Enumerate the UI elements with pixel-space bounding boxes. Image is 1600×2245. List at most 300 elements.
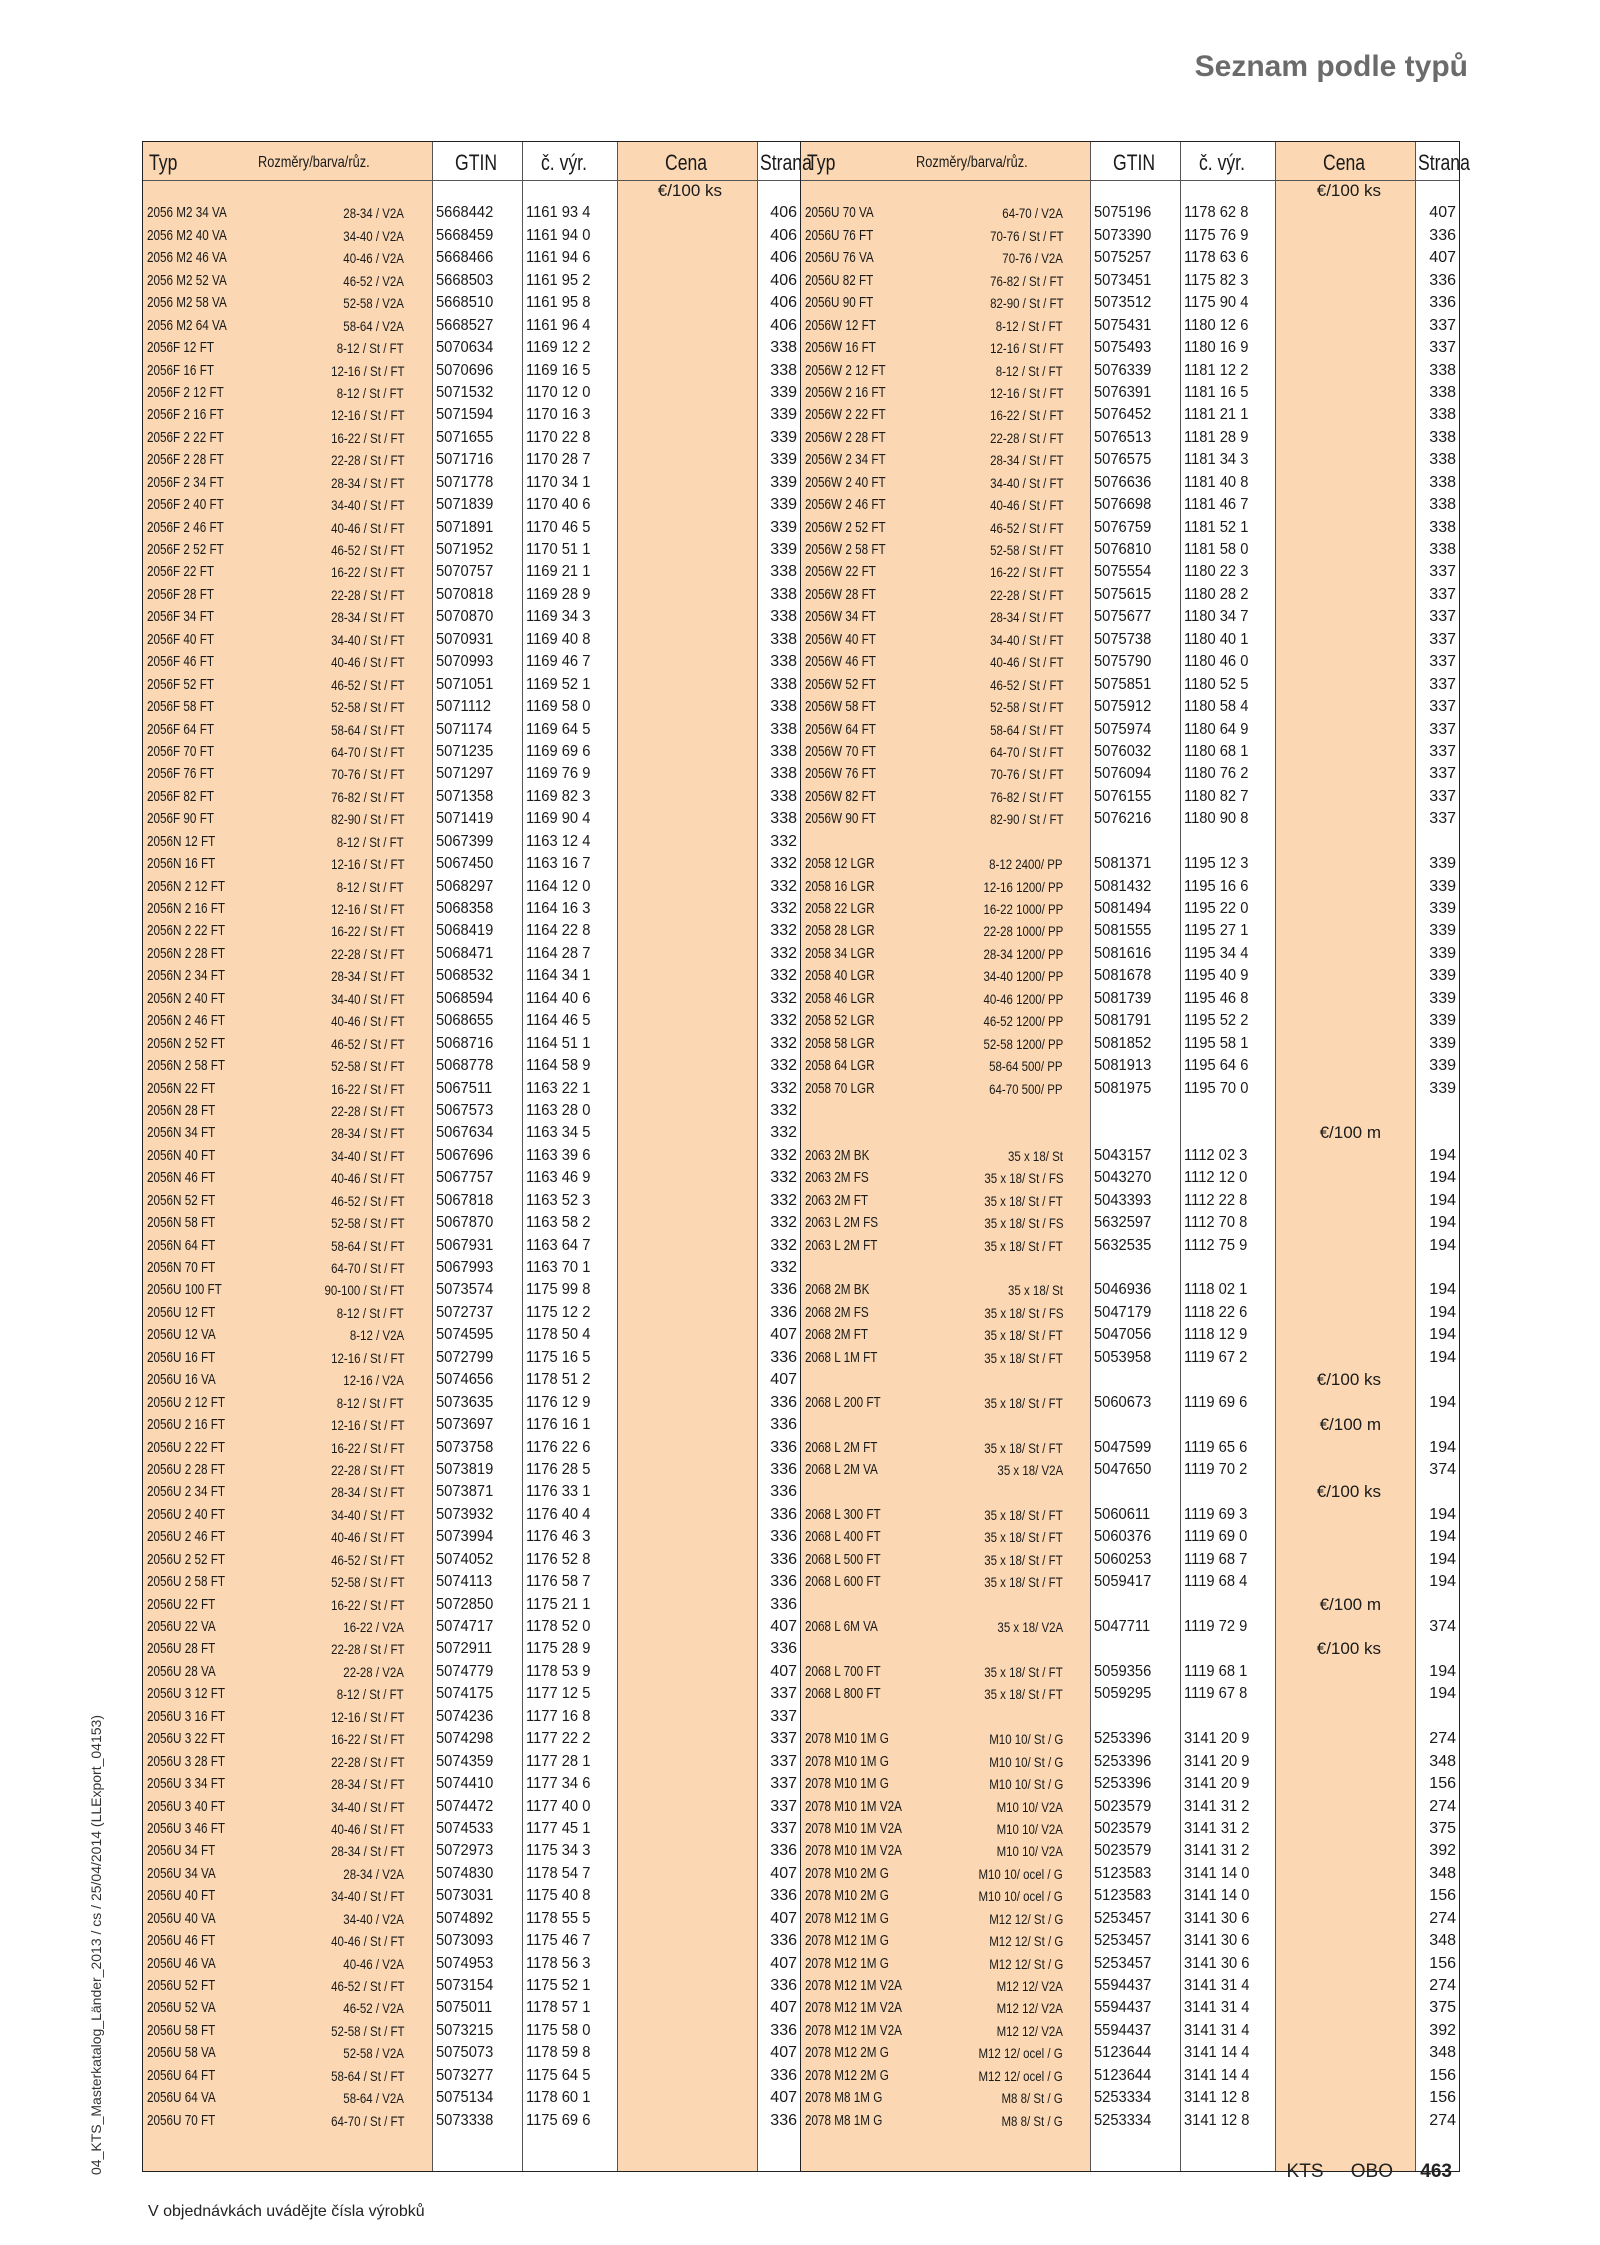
row-vyr: 1176 12 9 xyxy=(526,1393,591,1411)
row-vyr: 1112 75 9 xyxy=(1184,1236,1248,1254)
row-dim: M10 10/ St / G xyxy=(988,1776,1063,1793)
row-gtin: 5072737 xyxy=(436,1303,494,1321)
row-gtin: 5068716 xyxy=(436,1034,494,1052)
table-row xyxy=(801,1773,1459,1795)
row-vyr: 1181 40 8 xyxy=(1184,473,1249,491)
row-typ: 2056F 28 FT xyxy=(147,585,214,603)
table-row xyxy=(801,1190,1459,1212)
row-strana: 336 xyxy=(770,1483,797,1501)
row-cena: €/100 ks xyxy=(1316,1370,1381,1390)
row-typ: 2056U 76 FT xyxy=(805,226,874,244)
row-dim: 52-58 / St / FT xyxy=(330,1215,404,1232)
table-row xyxy=(143,584,800,606)
table-row xyxy=(801,2065,1459,2087)
row-typ: 2056F 2 34 FT xyxy=(147,473,224,491)
row-gtin: 5075974 xyxy=(1094,720,1152,738)
row-typ: 2058 28 LGR xyxy=(805,922,875,940)
row-typ: 2078 M10 1M V2A xyxy=(805,1842,902,1860)
table-row xyxy=(801,561,1459,583)
row-strana: 337 xyxy=(770,1730,797,1748)
row-gtin: 5043270 xyxy=(1094,1169,1152,1187)
row-dim: 35 x 18/ St / FT xyxy=(984,1394,1063,1411)
row-gtin: 5081739 xyxy=(1094,989,1152,1007)
row-typ: 2056U 52 VA xyxy=(147,1999,216,2017)
row-strana: 375 xyxy=(1429,1819,1456,1837)
row-vyr: 1180 28 2 xyxy=(1184,585,1249,603)
row-strana: 336 xyxy=(770,1528,797,1546)
row-strana: 339 xyxy=(1429,989,1456,1007)
row-strana: 339 xyxy=(1429,900,1456,917)
table-row xyxy=(143,382,800,404)
page-number: 463 xyxy=(1420,2161,1452,2182)
row-gtin: 5068419 xyxy=(436,922,494,940)
row-gtin: 5072799 xyxy=(436,1348,494,1366)
row-typ: 2056 M2 52 VA xyxy=(147,271,227,289)
row-strana: 406 xyxy=(770,226,797,244)
table-row xyxy=(143,1302,800,1324)
table-row xyxy=(143,1796,800,1818)
row-strana: 336 xyxy=(770,2021,797,2039)
row-vyr: 1175 90 4 xyxy=(1184,294,1249,312)
table-row xyxy=(801,1975,1459,1997)
row-vyr: 1164 46 5 xyxy=(526,1012,591,1030)
row-vyr: 1177 40 0 xyxy=(526,1797,591,1815)
row-vyr: 3141 30 6 xyxy=(1184,1954,1250,1972)
row-typ: 2058 40 LGR xyxy=(805,967,875,985)
table-row xyxy=(801,988,1459,1010)
row-typ: 2056F 2 46 FT xyxy=(147,518,224,536)
row-typ: 2056U 28 VA xyxy=(147,1662,216,1680)
row-typ: 2056N 28 FT xyxy=(147,1101,216,1119)
row-dim: 12-16 / St / FT xyxy=(330,362,404,379)
row-strana: 406 xyxy=(770,294,797,312)
row-vyr: 1175 46 7 xyxy=(526,1932,591,1950)
table-row xyxy=(143,629,800,651)
row-typ: 2056W 46 FT xyxy=(805,653,876,671)
row-gtin: 5073338 xyxy=(436,2111,494,2129)
row-strana: 339 xyxy=(770,496,797,514)
row-vyr: 1175 58 0 xyxy=(526,2021,591,2039)
row-typ: 2078 M10 2M G xyxy=(805,1887,889,1905)
table-row xyxy=(801,1930,1459,1952)
row-strana: 337 xyxy=(1429,585,1456,603)
header-typ: Typ xyxy=(807,150,836,175)
row-dim: 28-34 / St / FT xyxy=(989,452,1063,469)
row-strana: 339 xyxy=(1429,1034,1456,1052)
row-typ: 2056F 2 52 FT xyxy=(147,541,224,558)
row-vyr: 1169 21 1 xyxy=(526,563,591,581)
row-dim: 12-16 / V2A xyxy=(343,1372,404,1389)
row-typ: 2056F 82 FT xyxy=(147,787,214,805)
row-dim: 64-70 / St / FT xyxy=(330,1260,404,1276)
row-strana: 339 xyxy=(770,428,797,446)
row-dim: 34-40 / St / FT xyxy=(330,631,404,648)
row-dim: 16-22 / V2A xyxy=(343,1619,404,1635)
row-vyr: 1176 58 7 xyxy=(526,1573,591,1591)
row-strana: 336 xyxy=(770,1303,797,1321)
row-gtin: 5073994 xyxy=(436,1528,494,1546)
row-strana: 336 xyxy=(770,1416,797,1434)
row-typ: 2056N 16 FT xyxy=(147,855,216,873)
row-vyr: 1112 70 8 xyxy=(1184,1214,1248,1232)
row-typ: 2078 M10 1M G xyxy=(805,1730,889,1748)
row-typ: 2056U 22 FT xyxy=(147,1595,216,1613)
table-row xyxy=(801,920,1459,942)
row-gtin: 5071655 xyxy=(436,428,494,446)
row-vyr: 1119 68 1 xyxy=(1184,1662,1248,1680)
row-vyr: 1169 64 5 xyxy=(526,720,591,738)
row-gtin: 5074953 xyxy=(436,1954,494,1972)
table-row xyxy=(143,1392,800,1414)
row-vyr: 1164 58 9 xyxy=(526,1057,591,1075)
row-vyr: 3141 31 2 xyxy=(1184,1797,1250,1815)
table-row xyxy=(801,1212,1459,1234)
row-gtin: 5067870 xyxy=(436,1214,494,1232)
row-gtin: 5060253 xyxy=(1094,1550,1152,1568)
row-typ: 2056F 2 28 FT xyxy=(147,451,224,469)
row-strana: 339 xyxy=(770,451,797,469)
row-dim: 12-16 / St / FT xyxy=(330,901,404,917)
row-vyr: 3141 20 9 xyxy=(1184,1752,1250,1770)
row-vyr: 1119 67 8 xyxy=(1184,1685,1248,1703)
row-typ: 2056F 76 FT xyxy=(147,765,214,783)
row-typ: 2056 M2 46 VA xyxy=(147,249,227,267)
row-vyr: 1161 94 0 xyxy=(526,226,591,244)
row-dim: 70-76 / St / FT xyxy=(989,227,1063,244)
row-gtin: 5047711 xyxy=(1094,1618,1151,1635)
table-row xyxy=(143,1908,800,1930)
row-strana: 337 xyxy=(1429,339,1456,357)
row-gtin: 5060376 xyxy=(1094,1528,1152,1546)
row-strana: 337 xyxy=(1429,765,1456,783)
row-vyr: 3141 31 4 xyxy=(1184,1977,1250,1994)
row-typ: 2056U 2 34 FT xyxy=(147,1483,226,1501)
row-vyr: 1176 40 4 xyxy=(526,1505,591,1523)
row-dim: 16-22 / St / FT xyxy=(330,923,404,940)
table-row xyxy=(143,1885,800,1907)
row-vyr: 1163 64 7 xyxy=(526,1236,591,1254)
row-gtin: 5070696 xyxy=(436,361,494,379)
row-strana: 274 xyxy=(1429,1909,1456,1927)
row-strana: 338 xyxy=(770,563,797,581)
row-gtin: 5067696 xyxy=(436,1146,494,1164)
table-row xyxy=(801,2020,1459,2042)
row-typ: 2058 34 LGR xyxy=(805,944,875,962)
table-row xyxy=(801,1414,1459,1436)
table-row xyxy=(801,1235,1459,1257)
table-row xyxy=(801,2042,1459,2064)
table-row xyxy=(143,247,800,269)
row-typ: 2056U 64 VA xyxy=(147,2089,216,2107)
row-strana: 338 xyxy=(770,361,797,379)
row-dim: 34-40 / St / FT xyxy=(330,1798,404,1815)
row-vyr: 3141 14 0 xyxy=(1184,1887,1250,1905)
row-typ: 2056U 3 28 FT xyxy=(147,1752,226,1770)
row-gtin: 5075912 xyxy=(1094,698,1152,716)
row-gtin: 5068532 xyxy=(436,967,494,985)
row-strana: 194 xyxy=(1429,1236,1456,1254)
row-typ: 2056F 2 16 FT xyxy=(147,406,224,424)
row-strana: 407 xyxy=(770,2044,797,2062)
table-row xyxy=(801,1796,1459,1818)
row-dim: 34-40 / St / FT xyxy=(989,631,1063,648)
row-vyr: 1175 40 8 xyxy=(526,1887,591,1905)
row-vyr: 1181 52 1 xyxy=(1184,518,1249,536)
table-row xyxy=(143,943,800,965)
row-vyr: 1164 22 8 xyxy=(526,922,591,940)
row-typ: 2056W 16 FT xyxy=(805,339,876,357)
row-vyr: 3141 14 0 xyxy=(1184,1864,1250,1882)
row-typ: 2056U 3 40 FT xyxy=(147,1797,226,1815)
row-gtin: 5076513 xyxy=(1094,428,1152,446)
table-row xyxy=(801,1885,1459,1907)
row-gtin: 5075554 xyxy=(1094,563,1152,581)
row-gtin: 5046936 xyxy=(1094,1281,1152,1299)
row-strana: 339 xyxy=(1429,855,1456,873)
row-vyr: 1178 55 5 xyxy=(526,1909,591,1927)
table-row xyxy=(801,763,1459,785)
table-row xyxy=(801,427,1459,449)
row-strana: 374 xyxy=(1429,1460,1456,1478)
row-typ: 2056U 64 FT xyxy=(147,2066,216,2084)
row-vyr: 1175 69 6 xyxy=(526,2111,591,2129)
header-typ: Typ xyxy=(149,150,178,175)
table-row xyxy=(143,2042,800,2064)
table-row xyxy=(143,1235,800,1257)
row-gtin: 5668527 xyxy=(436,316,494,334)
row-dim: 16-22 / St / FT xyxy=(330,1080,404,1097)
row-dim: 35 x 18/ St / FT xyxy=(984,1574,1063,1591)
row-dim: 40-46 / St / FT xyxy=(330,1933,404,1950)
row-dim: 12-16 / St / FT xyxy=(989,340,1063,357)
table-row xyxy=(801,584,1459,606)
row-dim: 22-28 / St / FT xyxy=(330,452,404,469)
row-typ: 2056N 22 FT xyxy=(147,1079,216,1097)
row-typ: 2056U 76 VA xyxy=(805,249,874,267)
row-typ: 2056U 82 FT xyxy=(805,271,874,289)
row-typ: 2056 M2 58 VA xyxy=(147,294,227,312)
row-strana: 332 xyxy=(770,944,797,962)
row-cena: €/100 ks xyxy=(1316,181,1381,200)
row-typ: 2056U 40 FT xyxy=(147,1887,216,1905)
table-row xyxy=(801,1953,1459,1975)
row-typ: 2068 L 200 FT xyxy=(805,1393,881,1411)
row-gtin: 5073215 xyxy=(436,2021,494,2039)
row-vyr: 1195 16 6 xyxy=(1184,877,1249,895)
table-row xyxy=(143,1683,800,1705)
row-cena: €/100 ks xyxy=(1316,1482,1381,1502)
row-typ: 2056U 12 VA xyxy=(147,1326,216,1344)
row-vyr: 1163 39 6 xyxy=(526,1146,591,1164)
row-strana: 374 xyxy=(1429,1618,1456,1635)
row-strana: 336 xyxy=(770,1281,797,1299)
table-row xyxy=(801,1437,1459,1459)
row-gtin: 5253396 xyxy=(1094,1775,1152,1793)
row-dim: 8-12 / St / FT xyxy=(337,340,404,357)
row-dim: 58-64 500/ PP xyxy=(989,1058,1063,1075)
row-vyr: 1180 34 7 xyxy=(1184,608,1249,626)
row-dim: 40-46 / V2A xyxy=(343,1955,404,1972)
row-typ: 2056U 3 16 FT xyxy=(147,1707,226,1725)
row-strana: 274 xyxy=(1429,2111,1456,2129)
row-strana: 336 xyxy=(770,2066,797,2084)
row-dim: 22-28 / St / FT xyxy=(330,1102,404,1119)
row-dim: 46-52 / V2A xyxy=(343,272,404,289)
row-vyr: 1119 72 9 xyxy=(1184,1618,1248,1635)
footer-brand xyxy=(1265,2161,1452,2183)
row-vyr: 1161 95 2 xyxy=(526,271,591,289)
table-row xyxy=(801,1683,1459,1705)
row-typ: 2056W 28 FT xyxy=(805,585,876,603)
table-row xyxy=(143,853,800,875)
row-dim: 58-64 / V2A xyxy=(343,317,404,334)
row-gtin: 5060611 xyxy=(1094,1505,1151,1523)
row-typ: 2078 M8 1M G xyxy=(805,2089,883,2107)
row-typ: 2068 L 6M VA xyxy=(805,1618,878,1635)
table-row xyxy=(801,965,1459,987)
table-row xyxy=(143,1504,800,1526)
table-row xyxy=(143,1728,800,1750)
row-typ: 2056U 90 FT xyxy=(805,294,874,312)
row-gtin: 5632597 xyxy=(1094,1214,1152,1232)
row-vyr: 1195 34 4 xyxy=(1184,944,1249,962)
table-row xyxy=(143,427,800,449)
row-gtin: 5253334 xyxy=(1094,2089,1152,2107)
row-dim: 70-76 / St / FT xyxy=(330,766,404,783)
table-row xyxy=(801,898,1459,920)
header-dim: Rozměry/barva/růz. xyxy=(916,154,1028,171)
row-vyr: 1178 56 3 xyxy=(526,1954,591,1972)
row-dim: 28-34 / St / FT xyxy=(330,968,404,985)
footer-kts: KTS xyxy=(1286,2161,1324,2182)
row-typ: 2056F 16 FT xyxy=(147,361,214,379)
row-gtin: 5059295 xyxy=(1094,1685,1152,1703)
row-gtin: 5071716 xyxy=(436,451,494,469)
row-gtin: 5071358 xyxy=(436,787,494,805)
row-vyr: 1164 40 6 xyxy=(526,989,591,1007)
table-row xyxy=(801,1661,1459,1683)
row-strana: 194 xyxy=(1429,1528,1456,1546)
table-row xyxy=(801,225,1459,247)
row-dim: 40-46 / V2A xyxy=(343,250,404,267)
row-vyr: 1161 96 4 xyxy=(526,316,591,334)
row-dim: 12-16 / St / FT xyxy=(330,1417,404,1434)
row-gtin: 5073154 xyxy=(436,1977,494,1994)
row-strana: 336 xyxy=(1429,226,1456,244)
table-row xyxy=(143,808,800,830)
row-dim: 46-52 / St / FT xyxy=(330,1551,404,1568)
row-vyr: 1169 58 0 xyxy=(526,698,591,716)
row-gtin: 5668459 xyxy=(436,226,494,244)
row-strana: 337 xyxy=(770,1775,797,1793)
table-row xyxy=(801,1122,1459,1144)
row-gtin: 5068778 xyxy=(436,1057,494,1075)
row-strana: 337 xyxy=(1429,720,1456,738)
row-dim: 58-64 / St / FT xyxy=(989,721,1063,738)
table-row xyxy=(801,1055,1459,1077)
row-gtin: 5073512 xyxy=(1094,294,1152,312)
row-gtin: 5070993 xyxy=(436,653,494,671)
row-dim: 22-28 / St / FT xyxy=(330,1641,404,1658)
row-typ: 2056U 3 34 FT xyxy=(147,1775,226,1793)
row-vyr: 1178 53 9 xyxy=(526,1662,591,1680)
row-vyr: 1180 58 4 xyxy=(1184,698,1249,716)
row-strana: 338 xyxy=(770,585,797,603)
row-vyr: 3141 30 6 xyxy=(1184,1909,1250,1927)
row-gtin: 5068358 xyxy=(436,900,494,917)
row-strana: 338 xyxy=(1429,473,1456,491)
row-vyr: 1112 22 8 xyxy=(1184,1191,1248,1209)
row-gtin: 5075257 xyxy=(1094,249,1152,267)
row-strana: 338 xyxy=(1429,383,1456,401)
row-dim: 35 x 18/ St xyxy=(1008,1282,1063,1299)
row-gtin: 5067993 xyxy=(436,1259,494,1276)
row-typ: 2056U 100 FT xyxy=(147,1281,222,1299)
table-row xyxy=(143,1078,800,1100)
row-dim: 64-70 / St / FT xyxy=(330,2112,404,2129)
row-dim: 34-40 / St / FT xyxy=(330,1147,404,1164)
row-strana: 339 xyxy=(1429,1012,1456,1030)
row-typ: 2056N 2 28 FT xyxy=(147,944,226,962)
table-row xyxy=(143,337,800,359)
row-gtin: 5074830 xyxy=(436,1864,494,1882)
table-row xyxy=(143,1863,800,1885)
row-vyr: 1181 12 2 xyxy=(1184,361,1249,379)
row-typ: 2056N 2 58 FT xyxy=(147,1057,226,1075)
row-dim: 34-40 / St / FT xyxy=(330,497,404,514)
row-typ: 2056U 2 40 FT xyxy=(147,1505,226,1523)
row-strana: 194 xyxy=(1429,1146,1456,1164)
row-dim: 40-46 / St / FT xyxy=(989,497,1063,514)
row-gtin: 5074410 xyxy=(436,1775,494,1793)
row-gtin: 5071112 xyxy=(436,698,492,716)
row-vyr: 1163 28 0 xyxy=(526,1101,591,1119)
row-gtin: 5074298 xyxy=(436,1730,494,1748)
row-dim: 46-52 / St / FT xyxy=(330,1035,404,1052)
table-row xyxy=(801,360,1459,382)
row-strana: 339 xyxy=(1429,1079,1456,1097)
row-gtin: 5067573 xyxy=(436,1101,494,1119)
row-typ: 2056W 2 28 FT xyxy=(805,428,886,446)
row-vyr: 1164 51 1 xyxy=(526,1034,591,1052)
row-dim: 8-12 / St / FT xyxy=(337,1394,404,1411)
table-row xyxy=(143,1526,800,1548)
row-vyr: 1181 28 9 xyxy=(1184,428,1249,446)
row-gtin: 5594437 xyxy=(1094,1977,1152,1994)
row-strana: 194 xyxy=(1429,1393,1456,1411)
row-strana: 194 xyxy=(1429,1191,1456,1209)
row-typ: 2056W 70 FT xyxy=(805,742,876,760)
row-typ: 2058 16 LGR xyxy=(805,877,875,895)
row-gtin: 5074533 xyxy=(436,1819,494,1837)
table-row xyxy=(143,404,800,426)
table-row xyxy=(143,1369,800,1391)
row-typ: 2056N 2 12 FT xyxy=(147,877,226,895)
row-cena: €/100 m xyxy=(1319,1415,1381,1435)
row-vyr: 1163 52 3 xyxy=(526,1191,591,1209)
table-row xyxy=(143,1997,800,2019)
row-strana: 338 xyxy=(770,653,797,671)
row-vyr: 1119 69 3 xyxy=(1184,1505,1248,1523)
row-typ: 2056W 34 FT xyxy=(805,608,876,626)
row-typ: 2056U 2 28 FT xyxy=(147,1460,226,1478)
row-typ: 2056 M2 40 VA xyxy=(147,226,227,244)
row-typ: 2056N 46 FT xyxy=(147,1169,216,1187)
row-typ: 2056F 52 FT xyxy=(147,675,214,693)
row-typ: 2078 M12 1M G xyxy=(805,1932,889,1950)
table-row xyxy=(801,1549,1459,1571)
row-vyr: 1175 52 1 xyxy=(526,1977,591,1994)
